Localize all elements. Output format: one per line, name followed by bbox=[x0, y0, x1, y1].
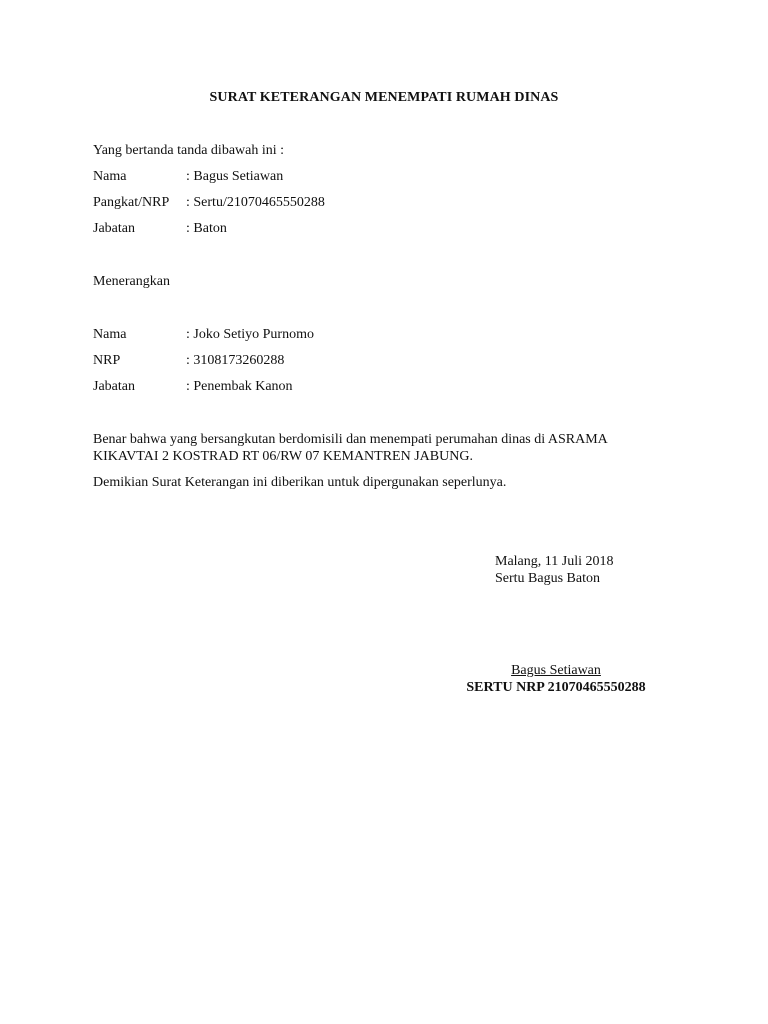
signer-rank-row bbox=[93, 194, 325, 211]
statement-line: Benar bahwa yang bersangkutan berdomisili dan menempati perumahan dinas di ASRAMA bbox=[93, 432, 608, 447]
signature-place-date: Malang, 11 Juli 2018 bbox=[495, 554, 614, 569]
subject-name-row bbox=[93, 326, 314, 343]
field-label: NRP bbox=[93, 353, 121, 368]
document-title: SURAT KETERANGAN MENEMPATI RUMAH DINAS bbox=[209, 90, 559, 105]
field-value: : Joko Setiyo Purnomo bbox=[186, 327, 314, 342]
field-value: : Sertu/21070465550288 bbox=[186, 195, 325, 210]
menerangkan-text: Menerangkan bbox=[93, 274, 170, 289]
subject-nrp-row bbox=[93, 352, 284, 369]
field-value: : 3108173260288 bbox=[186, 353, 285, 368]
signer-name-row bbox=[93, 168, 283, 185]
statement-paragraph bbox=[93, 431, 653, 465]
field-label: Pangkat/NRP bbox=[93, 195, 170, 210]
field-value: : Penembak Kanon bbox=[186, 379, 293, 394]
signature-position: Sertu Bagus Baton bbox=[495, 571, 600, 586]
field-label: Nama bbox=[93, 169, 127, 184]
statement-line: KIKAVTAI 2 KOSTRAD RT 06/RW 07 KEMANTREN JABUNG. bbox=[93, 449, 473, 464]
field-label: Jabatan bbox=[93, 221, 135, 236]
field-value: : Bagus Setiawan bbox=[186, 169, 284, 184]
signer-position-row bbox=[93, 220, 227, 237]
field-label: Jabatan bbox=[93, 379, 135, 394]
closing-text: Demikian Surat Keterangan ini diberikan untuk dipergunakan seperlunya. bbox=[93, 475, 507, 490]
subject-position-row bbox=[93, 378, 293, 395]
signature-rank-nrp: SERTU NRP 21070465550288 bbox=[466, 680, 646, 695]
field-value: : Baton bbox=[186, 221, 227, 236]
signature-name: Bagus Setiawan bbox=[511, 663, 601, 678]
field-label: Nama bbox=[93, 327, 127, 342]
intro-text: Yang bertanda tanda dibawah ini : bbox=[93, 143, 285, 158]
